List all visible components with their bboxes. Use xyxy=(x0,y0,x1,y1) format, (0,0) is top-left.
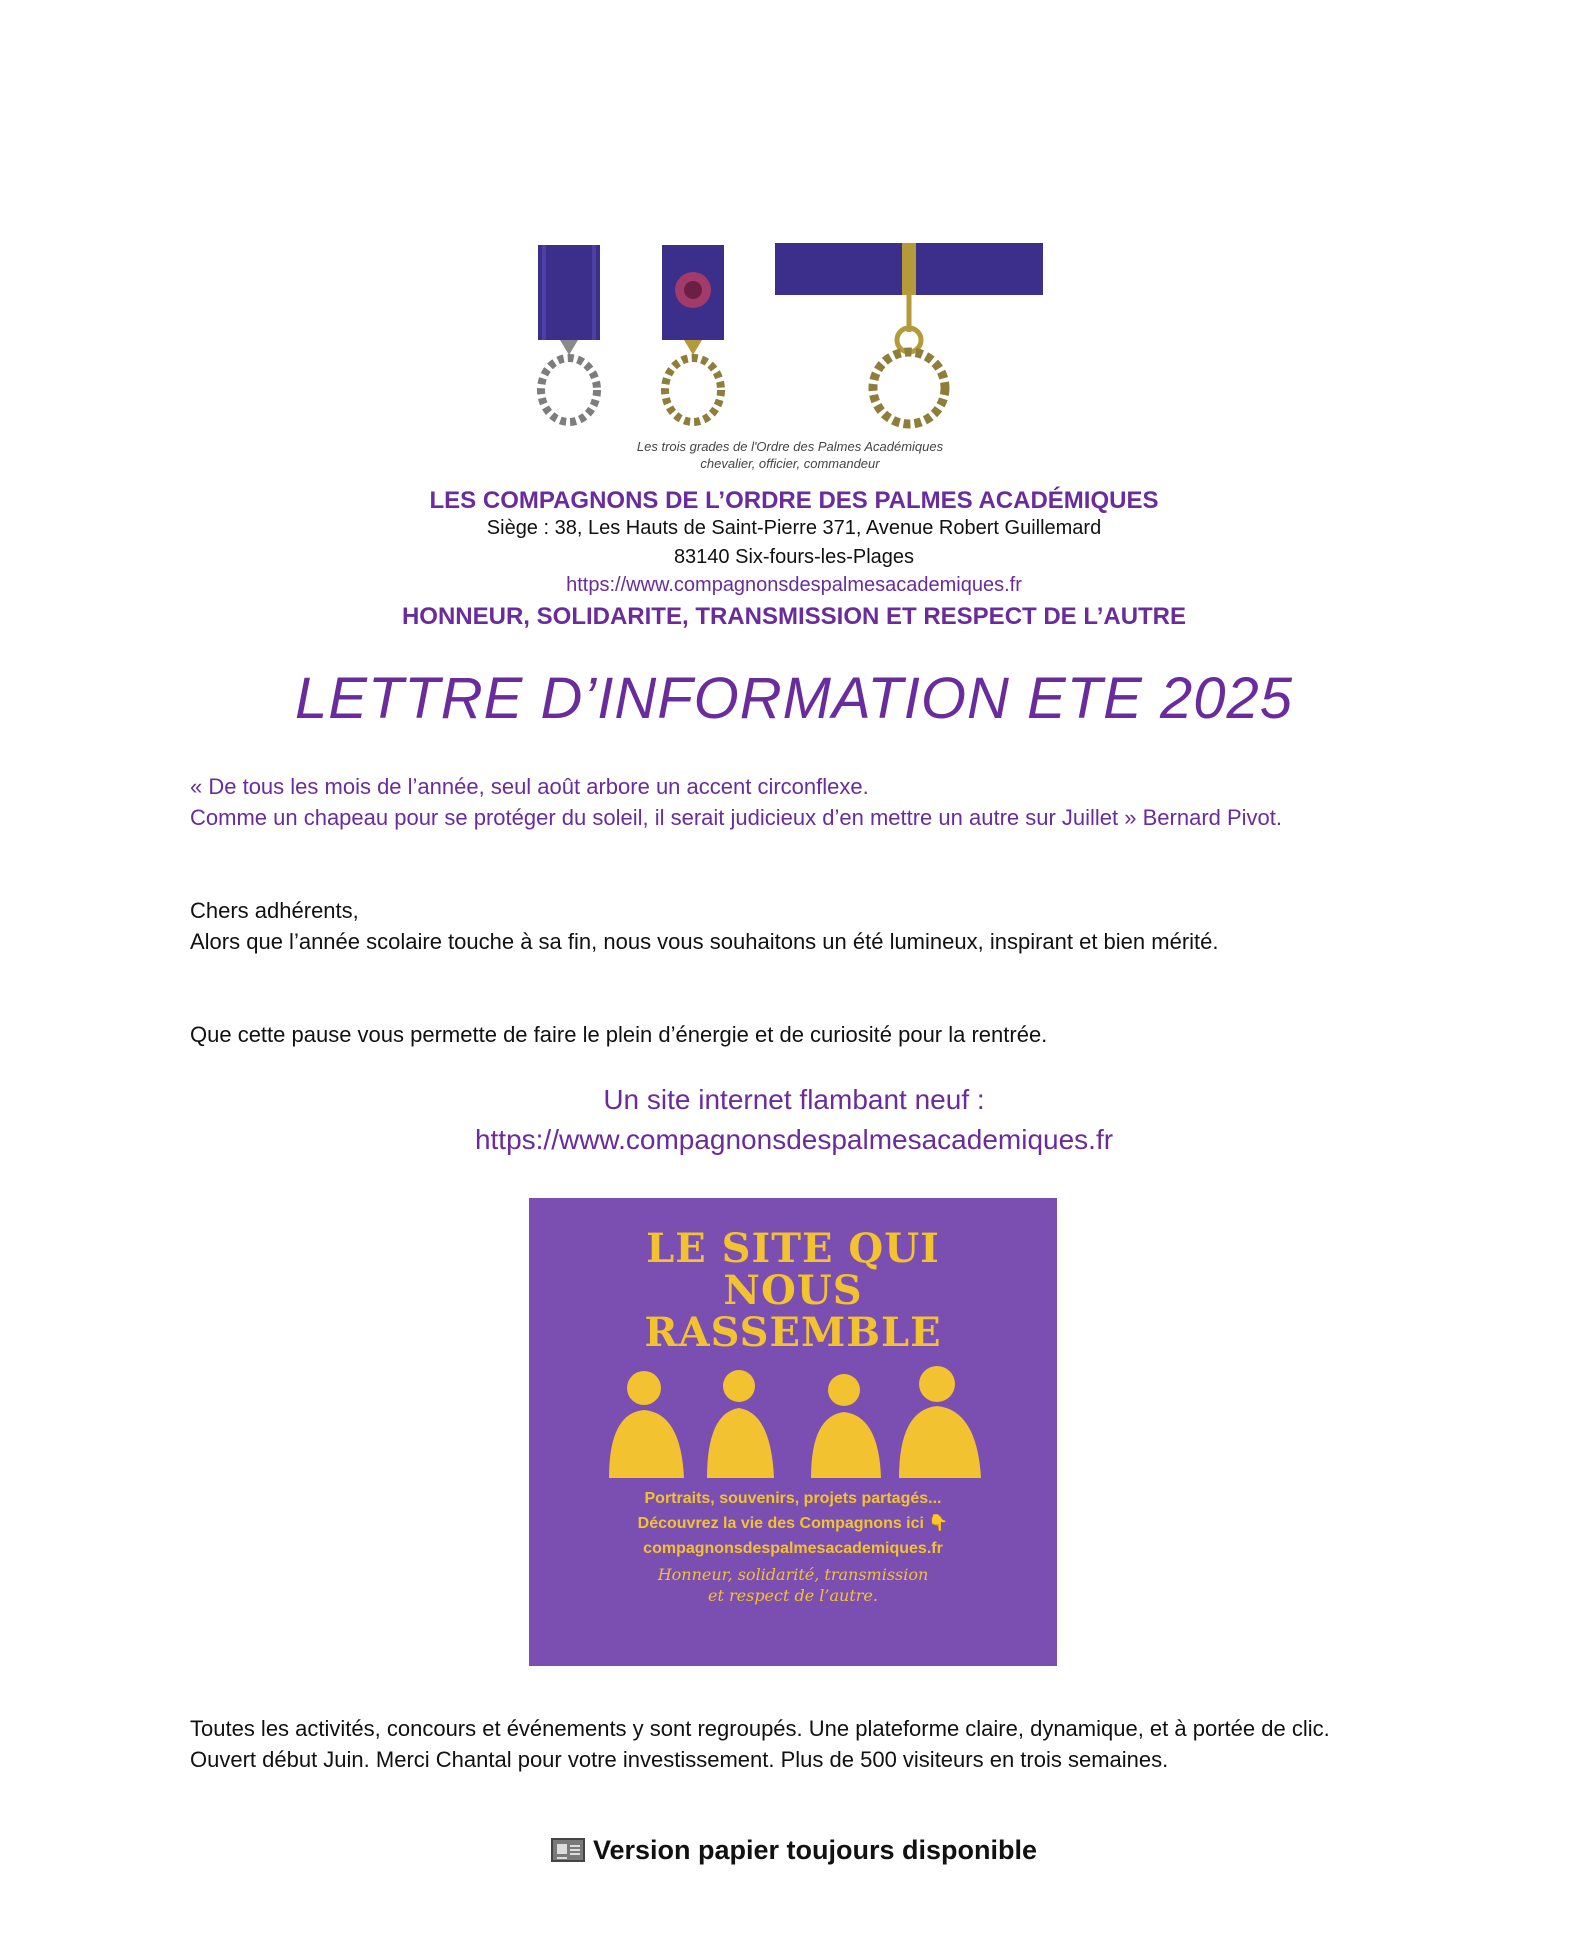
poster-title xyxy=(529,1225,1057,1356)
address-line1: Siège : 38, Les Hauts de Saint-Pierre 371, Avenue Robert Guillemard xyxy=(486,517,1102,539)
medals-caption-line1: Les trois grades de l'Ordre des Palmes Académiques xyxy=(636,439,944,454)
poster-lines xyxy=(529,1486,1057,1561)
paragraph-1: Alors que l’année scolaire touche à sa fin, nous vous souhaitons un été lumineux, inspirant et bien mérité. xyxy=(190,929,1219,954)
paper-version xyxy=(0,1835,1588,1866)
site-announcement xyxy=(0,1080,1588,1160)
quote-line1: « De tous les mois de l’année, seul août arbore un accent circonflexe. xyxy=(190,774,869,799)
footer-paragraph: Toutes les activités, concours et événements y sont regroupés. Une plateforme claire, dynamique, et à portée de clic. Ouvert début Juin. Merci Chantal pour votre investissement. Plus de 500 visiteurs en trois semaines. xyxy=(190,1716,1330,1772)
quote xyxy=(190,771,1390,833)
medal-officier xyxy=(665,358,721,422)
site-poster xyxy=(529,1198,1057,1666)
org-name: LES COMPAGNONS DE L’ORDRE DES PALMES ACADÉMIQUES xyxy=(429,487,1159,514)
site-announcement-line1: Un site internet flambant neuf : xyxy=(603,1084,985,1115)
poster-motto-line2: et respect de l’autre. xyxy=(708,1586,878,1605)
header-website-link[interactable]: https://www.compagnonsdespalmesacademiques.fr xyxy=(566,574,1022,596)
medal-chevalier xyxy=(541,358,597,422)
greeting: Chers adhérents, xyxy=(190,898,359,923)
medals-image xyxy=(520,240,1060,430)
poster-title-line3: RASSEMBLE xyxy=(644,1309,942,1356)
newspaper-icon xyxy=(551,1838,585,1862)
medals-caption xyxy=(520,438,1060,472)
paragraph-2: Que cette pause vous permette de faire le plein d’énergie et de curiosité pour la rentrée. xyxy=(190,1022,1048,1047)
site-announcement-link[interactable]: https://www.compagnonsdespalmesacademiques.fr xyxy=(474,1124,1114,1155)
poster-line2: Découvrez la vie des Compagnons ici 👇 xyxy=(637,1515,949,1532)
medal-commandeur xyxy=(873,352,945,424)
poster-line1: Portraits, souvenirs, projets partagés... xyxy=(644,1490,942,1507)
paper-version-label: Version papier toujours disponible xyxy=(592,1835,1038,1865)
quote-line2: Comme un chapeau pour se protéger du soleil, il serait judicieux d’en mettre un autre sur Juillet » Bernard Pivot. xyxy=(190,805,1283,830)
poster-motto-line1: Honneur, solidarité, transmission xyxy=(657,1565,929,1584)
poster-people-illustration xyxy=(589,1358,997,1478)
page-title: LETTRE D’INFORMATION ETE 2025 xyxy=(295,666,1293,731)
medals-caption-line2: chevalier, officier, commandeur xyxy=(700,456,880,471)
header-motto: HONNEUR, SOLIDARITE, TRANSMISSION ET RESPECT DE L’AUTRE xyxy=(401,603,1187,630)
poster-title-line2: NOUS xyxy=(723,1267,863,1314)
poster-title-line1: LE SITE QUI xyxy=(646,1225,940,1272)
poster-motto xyxy=(529,1564,1057,1606)
poster-line3: compagnonsdespalmesacademiques.fr xyxy=(643,1540,943,1557)
address-line2: 83140 Six-fours-les-Plages xyxy=(673,546,915,568)
